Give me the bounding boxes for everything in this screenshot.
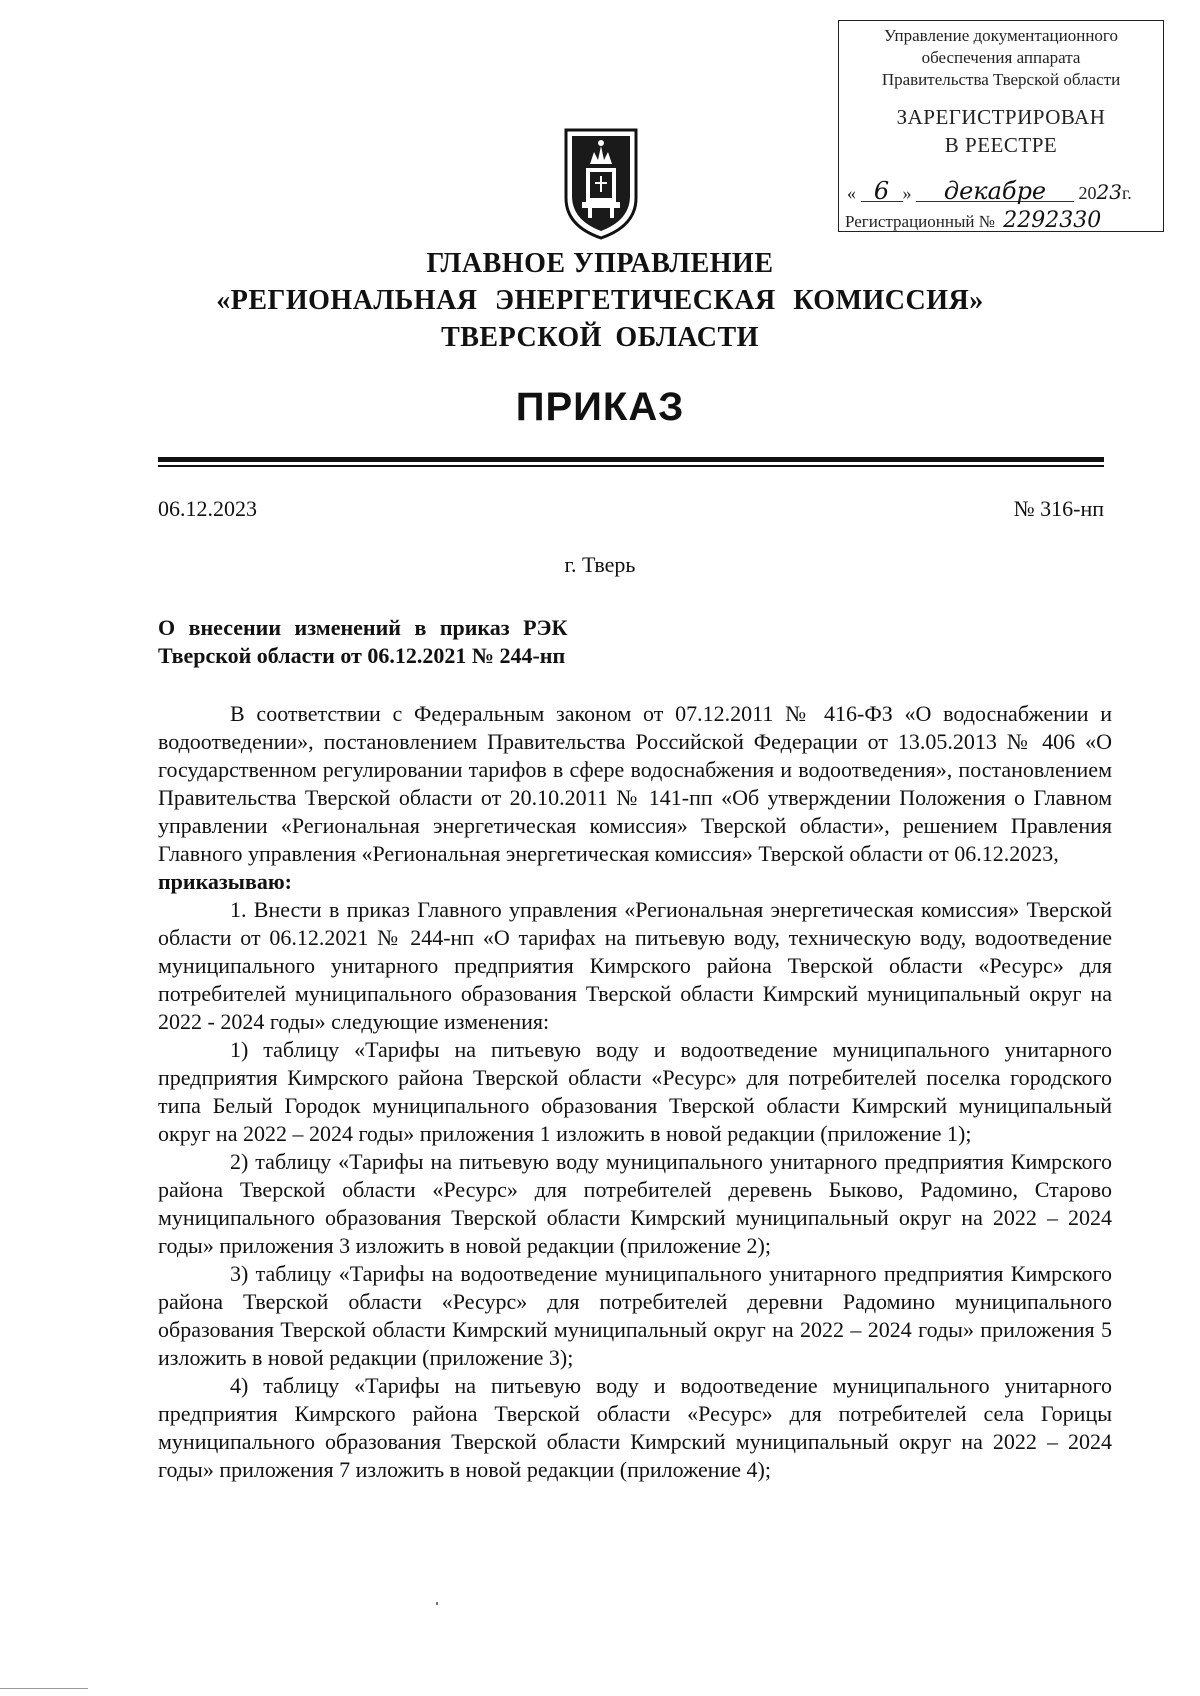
order-word: приказываю: <box>158 869 292 894</box>
subject-line-2: Тверской области от 06.12.2021 № 244-нп <box>158 643 566 668</box>
scan-speck <box>436 1602 438 1605</box>
stamp-in-registry: В РЕЕСТРЕ <box>944 133 1058 157</box>
document-body <box>158 700 1112 1484</box>
scan-edge-line <box>0 1688 88 1689</box>
subitem-1-paragraph: 1) таблицу «Тарифы на питьевую воду и водоотведение муниципального унитарного предприятия Кимрского района Тверской области «Ресурс» для потребителей поселка городского типа Белый Городок муниципального образования Тверской области Кимрский муниципальный округ на 2022 – 2024 годы» приложения 1 изложить в новой редакции (приложение 1); <box>158 1037 1112 1146</box>
header-divider-thin <box>158 465 1104 467</box>
registration-stamp <box>838 20 1164 232</box>
header-divider-thick <box>158 457 1104 462</box>
preamble-paragraph: В соответствии с Федеральным законом от 07.12.2011 № 416-ФЗ «О водоснабжении и водоотведении», постановлением Правительства Российской Федерации от 13.05.2013 № 406 «О государственном регулировании тарифов в сфере водоснабжения и водоотведения», постановлением Правительства Тверской области от 20.10.2011 № 141-пп «Об утверждении Положения о Главном управлении «Региональная энергетическая комиссия» Тверской области», решением Правления Главного управления «Региональная энергетическая комиссия» Тверской области от 06.12.2023, <box>158 701 1112 866</box>
stamp-reg-number: 2292330 <box>1003 208 1102 233</box>
stamp-close-quote: » <box>902 183 912 203</box>
org-name-line-1: ГЛАВНОЕ УПРАВЛЕНИЕ <box>426 248 774 279</box>
stamp-month: декабре <box>916 181 1074 202</box>
document-number: № 316-нп <box>1013 496 1104 521</box>
stamp-number-row <box>845 208 1157 233</box>
org-name-line-2: «РЕГИОНАЛЬНАЯ ЭНЕРГЕТИЧЕСКАЯ КОМИССИЯ» <box>216 285 984 316</box>
document-subject <box>158 614 567 670</box>
stamp-line-3: Правительства Тверской области <box>881 70 1121 89</box>
stamp-date-row <box>847 177 1157 205</box>
document-title: ПРИКАЗ <box>515 385 685 429</box>
stamp-line-1: Управление документационного <box>884 26 1118 45</box>
subitem-4-paragraph: 4) таблицу «Тарифы на питьевую воду и водоотведение муниципального унитарного предприятия Кимрского района Тверской области «Ресурс» для потребителей села Горицы муниципального образования Тверской области Кимрский муниципальный округ на 2022 – 2024 годы» приложения 7 изложить в новой редакции (приложение 4); <box>158 1373 1112 1482</box>
document-date: 06.12.2023 <box>158 496 257 521</box>
stamp-year-prefix: 20 <box>1078 183 1097 203</box>
stamp-day: 6 <box>861 181 903 202</box>
subitem-3-paragraph: 3) таблицу «Тарифы на водоотведение муниципального унитарного предприятия Кимрского района Тверской области «Ресурс» для потребителей деревни Радомино муниципального образования Тверской области Кимрский муниципальный округ на 2022 – 2024 годы» приложения 5 изложить в новой редакции (приложение 3); <box>158 1261 1112 1370</box>
stamp-line-2: обеспечения аппарата <box>921 48 1081 67</box>
stamp-registered: ЗАРЕГИСТРИРОВАН <box>896 105 1106 129</box>
stamp-open-quote: « <box>847 183 856 203</box>
stamp-year-end: г. <box>1121 183 1132 203</box>
org-name-line-3: ТВЕРСКОЙ ОБЛАСТИ <box>441 322 759 353</box>
document-city: г. Тверь <box>564 552 636 577</box>
item-1-paragraph: 1. Внести в приказ Главного управления «Региональная энергетическая комиссия» Тверской области от 06.12.2021 № 244-нп «О тарифах на питьевую воду, техническую воду, водоотведение муниципального унитарного предприятия Кимрского района Тверской области «Ресурс» для потребителей муниципального образования Тверской области Кимрский муниципальный округ на 2022 - 2024 годы» следующие изменения: <box>158 897 1112 1034</box>
stamp-reg-label: Регистрационный № <box>845 212 995 231</box>
subject-line-1: О внесении изменений в приказ РЭК <box>158 615 568 640</box>
coat-of-arms-icon <box>564 128 638 240</box>
stamp-year-suffix: 23 <box>1096 180 1122 204</box>
subitem-2-paragraph: 2) таблицу «Тарифы на питьевую воду муниципального унитарного предприятия Кимрского района Тверской области «Ресурс» для потребителей деревень Быково, Радомино, Старово муниципального образования Тверской области Кимрский муниципальный округ на 2022 – 2024 годы» приложения 3 изложить в новой редакции (приложение 2); <box>158 1149 1112 1258</box>
